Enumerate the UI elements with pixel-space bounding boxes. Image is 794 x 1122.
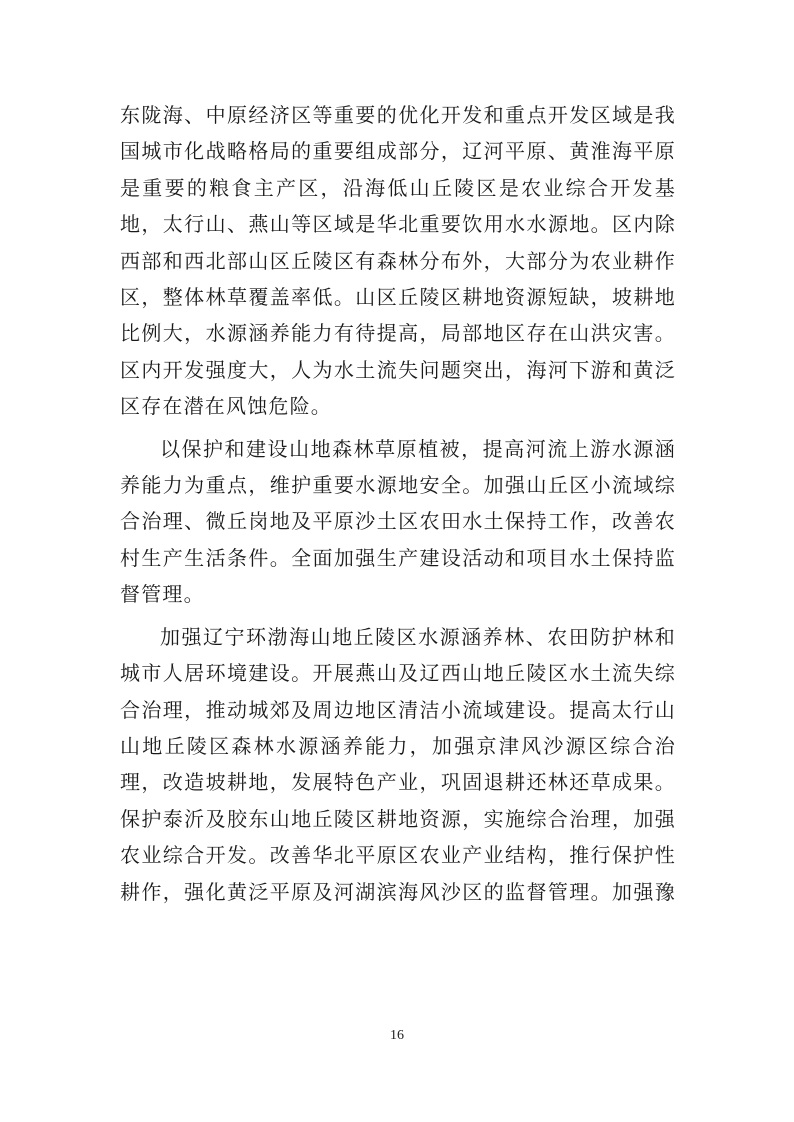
paragraph-3 bbox=[120, 619, 676, 910]
text-line: 区内开发强度大，人为水土流失问题突出，海河下游和黄泛 bbox=[120, 357, 676, 382]
text-line: 山地丘陵区森林水源涵养能力，加强京津风沙源区综合治 bbox=[120, 733, 676, 758]
text-line: 地，太行山、燕山等区域是华北重要饮用水水源地。区内除 bbox=[120, 212, 676, 237]
body-text bbox=[120, 97, 676, 910]
text-line: 区存在潜在风蚀危险。 bbox=[120, 394, 332, 419]
text-line: 国城市化战略格局的重要组成部分，辽河平原、黄淮海平原 bbox=[120, 139, 676, 164]
text-line: 村生产生活条件。全面加强生产建设活动和项目水土保持监 bbox=[120, 545, 676, 570]
text-line: 耕作，强化黄泛平原及河湖滨海风沙区的监督管理。加强豫 bbox=[120, 879, 676, 904]
text-line: 区，整体林草覆盖率低。山区丘陵区耕地资源短缺，坡耕地 bbox=[120, 285, 676, 310]
text-line: 合治理，推动城郊及周边地区清洁小流域建设。提高太行山 bbox=[120, 697, 676, 722]
text-line: 督管理。 bbox=[120, 582, 205, 607]
paragraph-2 bbox=[120, 431, 676, 613]
text-line: 是重要的粮食主产区，沿海低山丘陵区是农业综合开发基 bbox=[120, 175, 676, 200]
text-line: 合治理、微丘岗地及平原沙土区农田水土保持工作，改善农 bbox=[120, 509, 676, 534]
text-line: 保护泰沂及胶东山地丘陵区耕地资源，实施综合治理，加强 bbox=[120, 806, 676, 831]
text-line: 养能力为重点，维护重要水源地安全。加强山丘区小流域综 bbox=[120, 473, 676, 498]
text-line: 以保护和建设山地森林草原植被，提高河流上游水源涵 bbox=[160, 436, 676, 461]
text-line: 加强辽宁环渤海山地丘陵区水源涵养林、农田防护林和 bbox=[160, 624, 676, 649]
paragraph-1 bbox=[120, 97, 676, 425]
text-line: 东陇海、中原经济区等重要的优化开发和重点开发区域是我 bbox=[120, 103, 676, 127]
text-line: 比例大，水源涵养能力有待提高，局部地区存在山洪灾害。 bbox=[120, 321, 676, 346]
page-number: 16 bbox=[390, 1028, 404, 1043]
text-line: 理，改造坡耕地，发展特色产业，巩固退耕还林还草成果。 bbox=[120, 770, 676, 795]
text-line: 农业综合开发。改善华北平原区农业产业结构，推行保护性 bbox=[120, 843, 676, 868]
text-line: 城市人居环境建设。开展燕山及辽西山地丘陵区水土流失综 bbox=[120, 661, 676, 686]
text-line: 西部和西北部山区丘陵区有森林分布外，大部分为农业耕作 bbox=[120, 248, 676, 273]
